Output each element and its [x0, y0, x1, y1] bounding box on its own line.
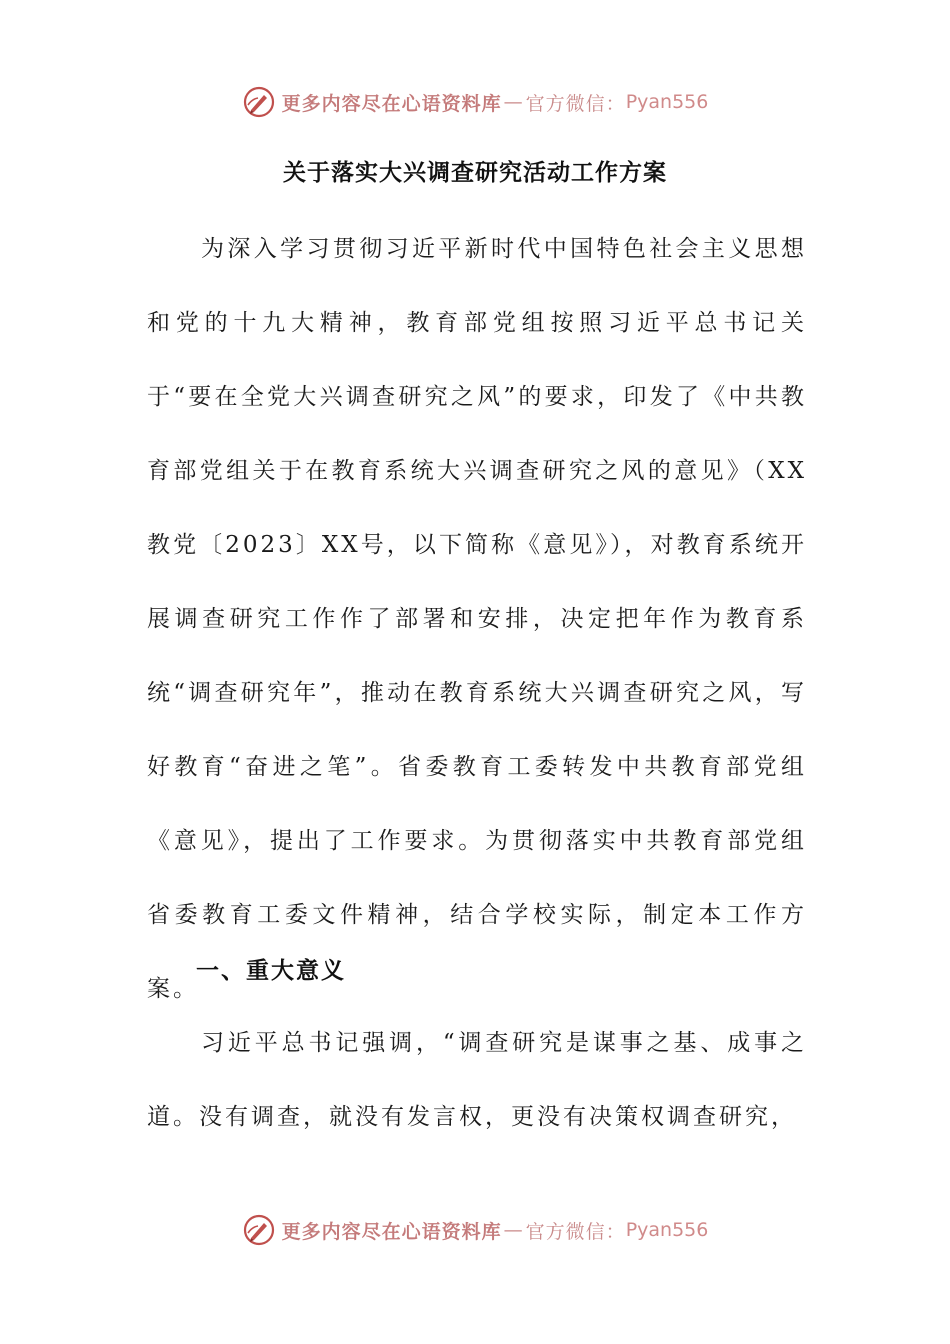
document-body: [147, 212, 807, 1026]
watermark-brand: 更多内容尽在心语资料库: [281, 1220, 502, 1243]
watermark-header: [0, 82, 950, 122]
watermark-text: [282, 1217, 709, 1244]
paragraph-section-1: 习近平总书记强调，“调查研究是谋事之基、成事之道。没有调查，就没有发言权，更没有决策权调查研究，: [147, 1030, 807, 1130]
pen-logo-icon: [242, 1213, 276, 1247]
watermark-footer: [0, 1210, 950, 1250]
pen-logo-icon: [242, 85, 276, 119]
watermark-brand: 更多内容尽在心语资料库: [281, 92, 502, 115]
watermark-label: 官方微信：: [525, 92, 626, 115]
watermark-label: 官方微信：: [525, 1220, 626, 1243]
section-heading: 一、重大意义: [196, 957, 346, 984]
watermark-text: [282, 89, 709, 116]
paragraph-intro: 为深入学习贯彻习近平新时代中国特色社会主义思想和党的十九大精神，教育部党组按照习近平总书记关于“要在全党大兴调查研究之风”的要求，印发了《中共教育部党组关于在教育系统大兴调查研究之风的意见》（XX教党〔2023〕XX号，以下简称《意见》），对教育系统开展调查研究工作作了部署和安排，决定把年作为教育系统“调查研究年”，推动在教育系统大兴调查研究之风，写好教育“奋进之笔”。省委教育工委转发中共教育部党组《意见》，提出了工作要求。为贯彻落实中共教育部党组省委教育工委文件精神，结合学校实际，制定本工作方案。: [147, 236, 807, 1002]
document-title: 关于落实大兴调查研究活动工作方案: [283, 159, 667, 186]
watermark-dash: —: [503, 1219, 524, 1241]
watermark-handle: Pyan556: [625, 1219, 709, 1241]
document-body-section-1: [147, 1006, 807, 1154]
watermark-dash: —: [503, 91, 524, 113]
watermark-handle: Pyan556: [625, 91, 709, 113]
